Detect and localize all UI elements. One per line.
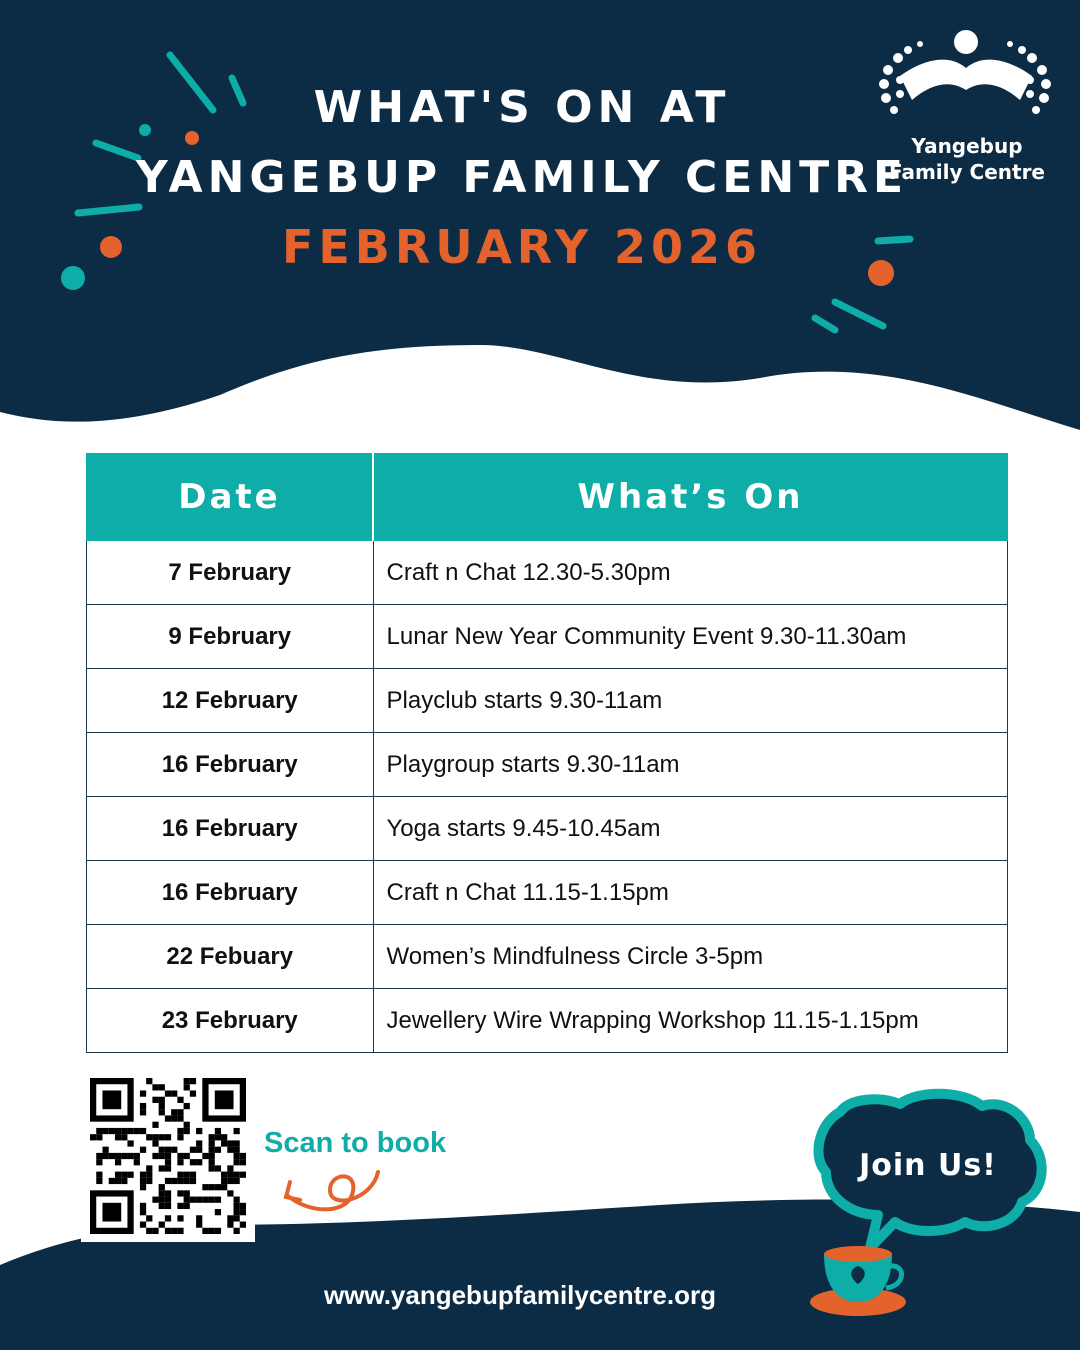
title-line-1: WHAT'S ON AT (313, 82, 731, 133)
row-event: Playclub starts 9.30-11am (373, 669, 1008, 733)
header-whats-on: What’s On (373, 454, 1008, 541)
qr-code-icon (90, 1078, 246, 1234)
table-row (87, 797, 1008, 861)
row-date: 12 February (87, 669, 374, 733)
row-event: Yoga starts 9.45-10.45am (373, 797, 1008, 861)
row-event: Craft n Chat 11.15-1.15pm (373, 861, 1008, 925)
row-date: 16 February (87, 797, 374, 861)
row-date: 16 February (87, 733, 374, 797)
row-date: 22 Febuary (87, 925, 374, 989)
scan-to-book-label: Scan to book (264, 1127, 447, 1159)
row-date: 23 February (87, 989, 374, 1053)
row-date: 7 February (87, 541, 374, 605)
row-date: 16 February (87, 861, 374, 925)
table-row (87, 541, 1008, 605)
row-event: Craft n Chat 12.30-5.30pm (373, 541, 1008, 605)
table-row (87, 989, 1008, 1053)
join-us-label: Join Us! (859, 1148, 997, 1183)
schedule-table (86, 453, 1008, 1053)
table-row (87, 925, 1008, 989)
table-row (87, 733, 1008, 797)
arrow-icon (286, 1172, 378, 1209)
title-line-2: YANGEBUP FAMILY CENTRE (135, 152, 909, 203)
table-header-row (87, 454, 1008, 541)
qr-code[interactable] (81, 1070, 255, 1242)
table-row (87, 861, 1008, 925)
row-event: Jewellery Wire Wrapping Workshop 11.15-1.15pm (373, 989, 1008, 1053)
row-event: Playgroup starts 9.30-11am (373, 733, 1008, 797)
row-event: Lunar New Year Community Event 9.30-11.30am (373, 605, 1008, 669)
table-row (87, 669, 1008, 733)
table-row (87, 605, 1008, 669)
header-date: Date (87, 454, 374, 541)
logo-line2: Family Centre (888, 160, 1045, 184)
row-date: 9 February (87, 605, 374, 669)
logo-line1: Yangebup (911, 134, 1023, 158)
website-link[interactable]: www.yangebupfamilycentre.org (323, 1280, 716, 1310)
row-event: Women’s Mindfulness Circle 3-5pm (373, 925, 1008, 989)
month-heading: FEBRUARY 2026 (281, 220, 763, 274)
